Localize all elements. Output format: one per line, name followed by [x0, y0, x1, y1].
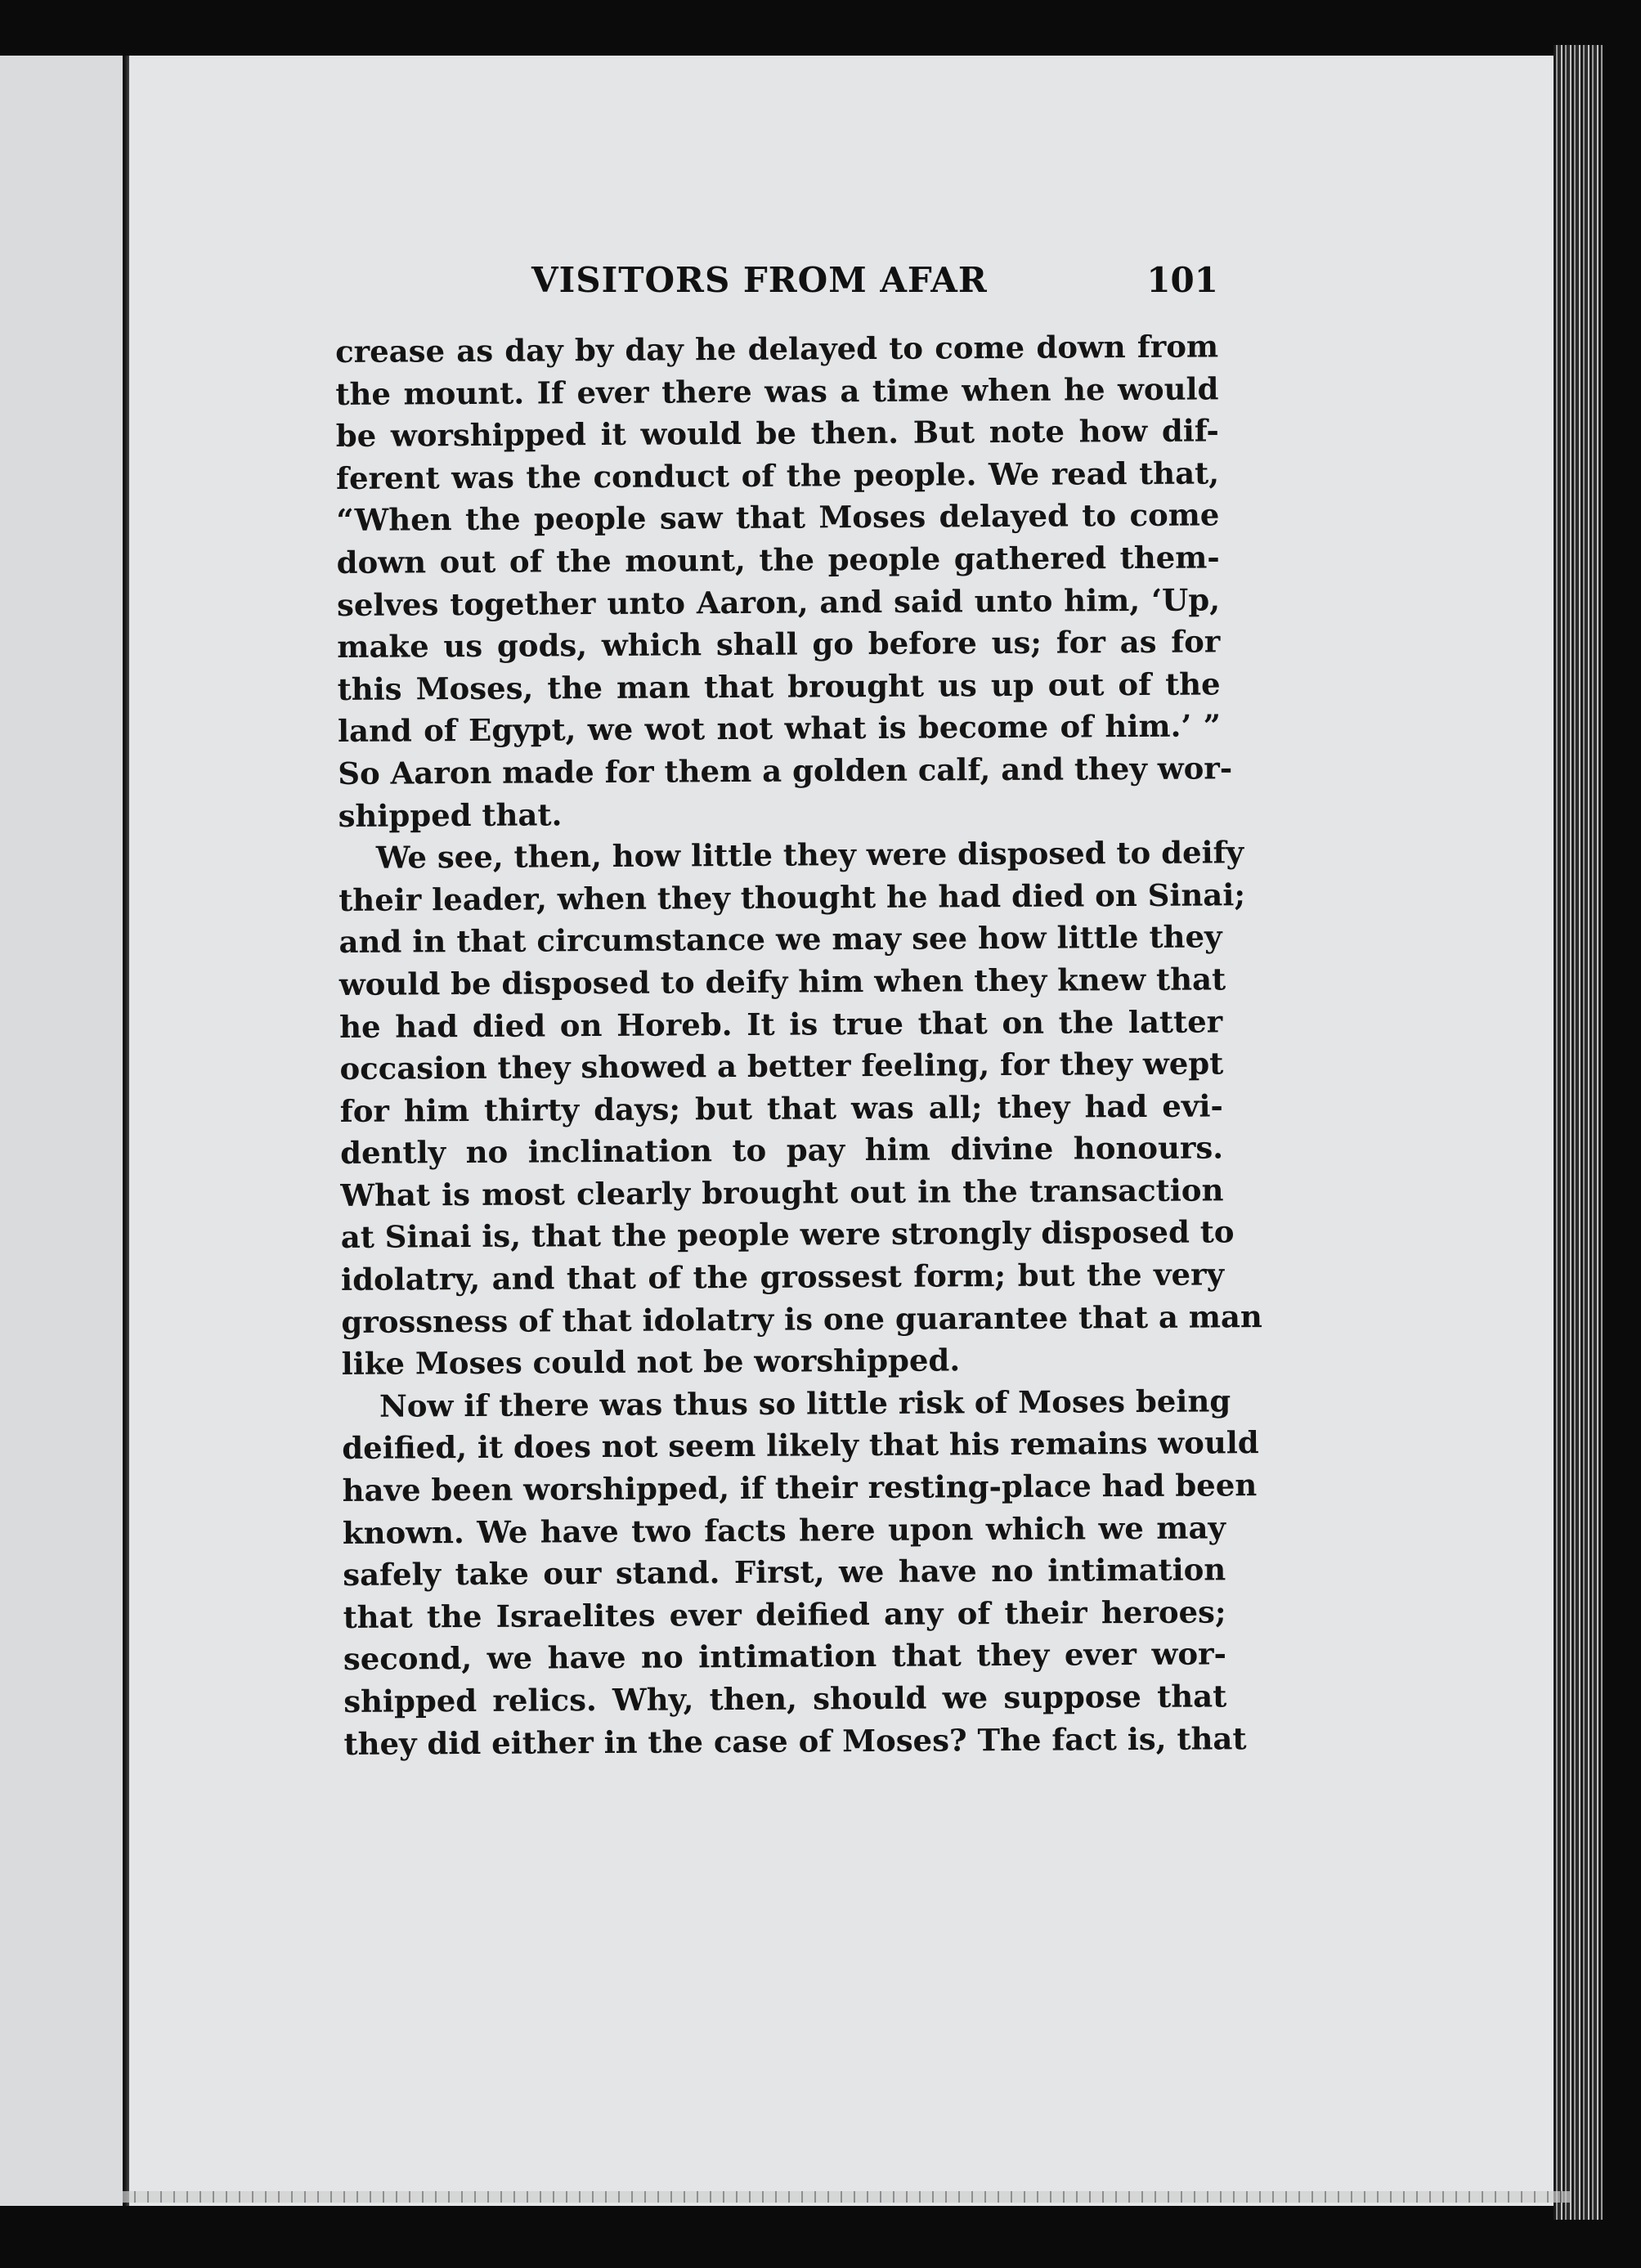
text-line: dently no inclination to pay him divine honours. — [340, 1129, 1224, 1172]
text-line: occasion they showed a better feeling, for they wept — [339, 1045, 1224, 1087]
text-line: have been worshipped, if their resting-place had been — [342, 1467, 1258, 1509]
body-text — [335, 325, 1262, 1765]
text-line: idolatry, and that of the grossest form; but the very — [340, 1256, 1225, 1298]
text-line: known. We have two facts here upon which we may — [342, 1509, 1226, 1551]
text-line: he had died on Horeb. It is true that on the latter — [339, 1002, 1223, 1045]
text-line: make us gods, which shall go before us; for as for — [337, 623, 1221, 666]
text-line: be worshipped it would be then. But note how dif- — [335, 412, 1219, 455]
running-title: VISITORS FROM AFAR — [531, 260, 988, 300]
text-line: We see, then, how little they were disposed to deify — [375, 834, 1244, 876]
page-number: 101 — [1146, 260, 1218, 300]
text-line: that the Israelites ever deified any of their heroes; — [343, 1593, 1226, 1635]
text-line: “When the people saw that Moses delayed to come — [336, 496, 1220, 539]
text-line: shipped relics. Why, then, should we suppose that — [343, 1678, 1227, 1719]
text-line: their leader, when they thought he had died on Sinai; — [339, 876, 1246, 918]
text-line: this Moses, the man that brought us up out of the — [337, 666, 1221, 707]
text-line: safely take our stand. First, we have no intimation — [343, 1551, 1226, 1593]
text-line: second, we have no intimation that they ever wor- — [343, 1635, 1227, 1678]
text-line: Now if there was thus so little risk of Moses being — [379, 1383, 1231, 1424]
text-line: would be disposed to deify him when they knew that — [339, 961, 1226, 1002]
text-line: like Moses could not be worshipped. — [341, 1342, 961, 1383]
text-line: So Aaron made for them a golden calf, and they wor- — [338, 750, 1233, 791]
text-line: ferent was the conduct of the people. We read that, — [335, 455, 1220, 496]
paragraph — [342, 1380, 1259, 1765]
paragraph — [335, 325, 1233, 837]
text-line: selves together unto Aaron, and said unto him, ‘Up, — [336, 580, 1221, 623]
text-line: What is most clearly brought out in the transaction — [340, 1172, 1224, 1213]
page-bottom-edge — [123, 2191, 1570, 2203]
text-line: shipped that. — [338, 796, 563, 834]
text-line: deified, it does not seem likely that his remains would — [342, 1424, 1259, 1467]
text-line: for him thirty days; but that was all; they had evi- — [339, 1087, 1223, 1129]
text-line: and in that circumstance we may see how little they — [339, 918, 1222, 961]
text-line: down out of the mount, the people gathered them- — [336, 539, 1220, 580]
facing-page-edge — [0, 56, 123, 2206]
text-line: crease as day by day he delayed to come down from — [335, 328, 1219, 370]
text-line: at Sinai is, that the people were strongly disposed to — [340, 1213, 1235, 1256]
text-line: the mount. If ever there was a time when he would — [335, 370, 1219, 412]
page-header — [352, 260, 1218, 309]
text-line: land of Egypt, we wot not what is become of him.’ ” — [337, 707, 1222, 750]
page-stack-edge — [1554, 45, 1603, 2220]
paragraph — [339, 832, 1262, 1386]
text-line: they did either in the case of Moses? The fact is, that — [343, 1719, 1247, 1762]
text-line: grossness of that idolatry is one guarantee that a man — [341, 1298, 1262, 1340]
